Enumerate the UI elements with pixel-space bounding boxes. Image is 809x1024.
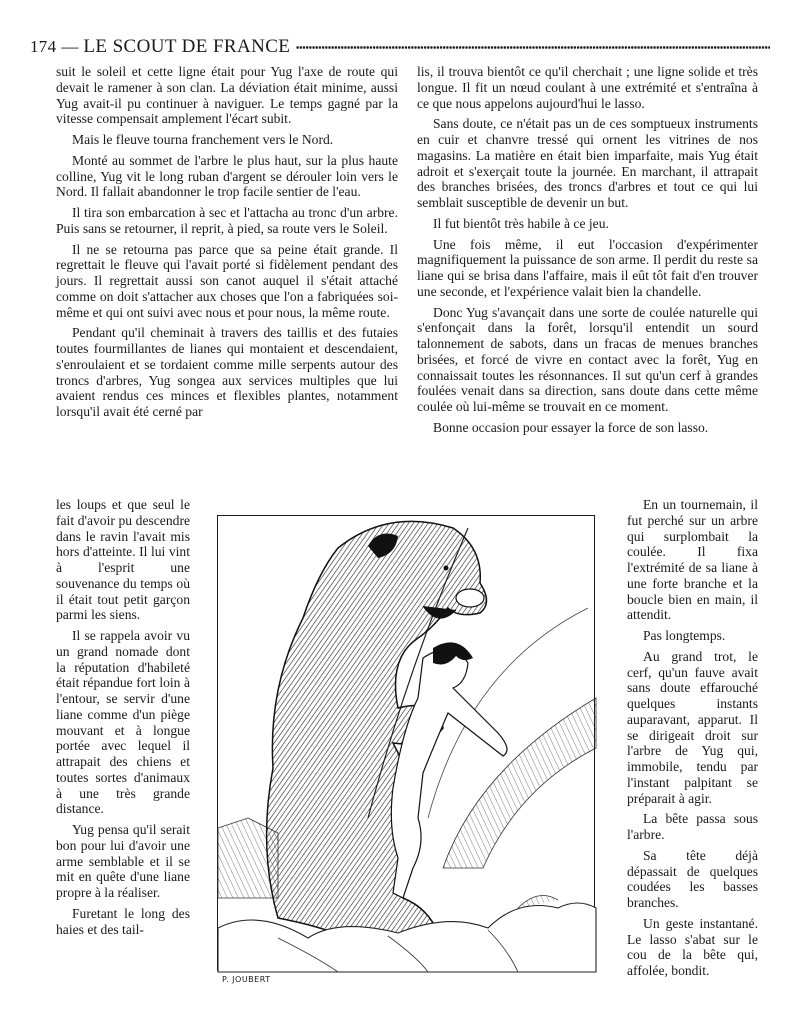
paragraph: Il ne se retourna pas parce que sa peine était grande. Il regrettait le fleuve qui l'avait porté si fidèlement pendant des jours. Il regrettait aussi son canot auquel il s'était attaché comme on doit s'attacher aux choses que l'on a fabriquées soi-même et qui ont suivi avec nous et pour nous, la même route. <box>56 241 398 320</box>
paragraph: Monté au sommet de l'arbre le plus haut, sur la plus haute colline, Yug vit le long ruban d'argent se dérouler loin vers le Nord. Il fallait abandonner le trop facile sentier de l'eau. <box>56 152 398 200</box>
paragraph: La bête passa sous l'arbre. <box>627 811 758 842</box>
paragraph: Sans doute, ce n'était pas un de ces somptueux instruments en cuir et chanvre tressé qui ornent les vitrines de nos magasins. La matière en était bien imparfaite, mais Yug était adroit et s'exerçait toute la journée. En marchant, il attrapait des branches brisées, des troncs d'arbres et tout ce qui lui semblait susceptible de devenir un but. <box>417 116 758 210</box>
paragraph: Pas longtemps. <box>643 628 726 643</box>
bear-and-boy-drawing <box>218 488 596 972</box>
right-column-top <box>417 64 758 441</box>
right-column-narrow <box>627 497 758 984</box>
paragraph: En un tournemain, il fut perché sur un arbre qui surplombait la coulée. Il fixa l'extrémité de sa liane à une forte branche et la boucle bien en main, il attendit. <box>627 497 758 623</box>
paragraph: les loups et que seul le fait d'avoir pu descendre dans le ravin l'avait mis hors d'atteinte. Il lui vint à l'esprit une souvenance du temps où il était tout petit garçon parmi les siens. <box>56 497 190 623</box>
paragraph: suit le soleil et cette ligne était pour Yug l'axe de route qui devait le ramener à son clan. La déviation était minime, aussi Yug avait-il pu continuer à naviguer. Le temps gagné par la vitesse compensait amplement l'écart subit. <box>56 64 398 127</box>
paragraph: Il fut bientôt très habile à ce jeu. <box>433 215 609 231</box>
bear-body <box>267 521 487 936</box>
paragraph: Donc Yug s'avançait dans une sorte de coulée naturelle qui s'enfonçait dans la forêt, lorsqu'il entendit un sourd talonnement de sabots, dans un fracas de menues branches brisées, et forcé de vivre en contact avec la forêt, Yug en connaissait toutes les résonnances. Il sut qu'un cerf à grandes foulées venait dans sa direction, sans doute dans cette même coulée où lui-même se trouvait en ce moment. <box>417 304 758 414</box>
paragraph: Un geste instantané. Le lasso s'abat sur le cou de la bête qui, affolée, bondit. <box>627 915 758 978</box>
bear-snout <box>456 589 484 607</box>
publication-title: LE SCOUT DE FRANCE <box>83 36 291 57</box>
paragraph: Sa tête déjà dépassait de quelques coudées les basses branches. <box>627 847 758 910</box>
paragraph: Il se rappela avoir vu un grand nomade dont la réputation d'habileté était répandue fort loin à l'entour, se servir d'une liane comme d'un piège mouvant et à longue portée avec lequel il attrapait des chiens et toutes sortes d'animaux à une très grande distance. <box>56 628 190 817</box>
page-number: 174 <box>30 37 57 56</box>
dotted-leader <box>296 45 770 50</box>
paragraph: Mais le fleuve tourna franchement vers le Nord. <box>72 132 334 147</box>
paragraph: Yug pensa qu'il serait bon pour lui d'avoir une arme semblable et il se mit en quête d'une liane propre à la réaliser. <box>56 822 190 900</box>
left-column-narrow <box>56 497 190 942</box>
paragraph: Une fois même, il eut l'occasion d'expérimenter magnifiquement la puissance de son arme. Il perdit du reste sa liane qui se brisa dans l'affaire, mais il eût tôt fait d'en trouver une seconde, et l'expérience valait bien la chandelle. <box>417 236 758 299</box>
paragraph: Il tira son embarcation à sec et l'attacha au tronc d'un arbre. Puis sans se retourner, il reprit, à pied, sa route vers le Soleil. <box>56 205 398 236</box>
artist-signature: P. JOUBERT <box>222 975 271 984</box>
running-header <box>30 34 770 60</box>
paragraph: lis, il trouva bientôt ce qu'il cherchait ; une ligne solide et très longue. Il fit un nœud coulant à une extrémité et s'entraîna à ce que nous appelons aujourd'hui le lasso. <box>417 64 758 111</box>
bear-eye <box>444 566 449 571</box>
bear-illustration <box>217 515 595 984</box>
paragraph: Au grand trot, le cerf, qu'un fauve avait sans doute effarouché quelques instants auparavant, apparut. Il se dirigeait droit sur l'arbre de Yug qui, immobile, tendu par l'instant palpitant se préparait à agir. <box>627 648 758 806</box>
paragraph: Furetant le long des haies et des tail- <box>56 905 190 937</box>
paragraph: Pendant qu'il cheminait à travers des taillis et des futaies toutes fourmillantes de lianes qui montaient et descendaient, s'enroulaient et se tordaient comme mille serpents autour des troncs d'arbres, Yug songea aux services multiples que lui avaient rendus ces minces et flexibles plantes, notamment lorsqu'il avait été cerné par <box>56 325 398 419</box>
paragraph: Bonne occasion pour essayer la force de son lasso. <box>433 419 709 435</box>
header-separator: — <box>61 37 79 56</box>
left-column-top <box>56 64 398 425</box>
